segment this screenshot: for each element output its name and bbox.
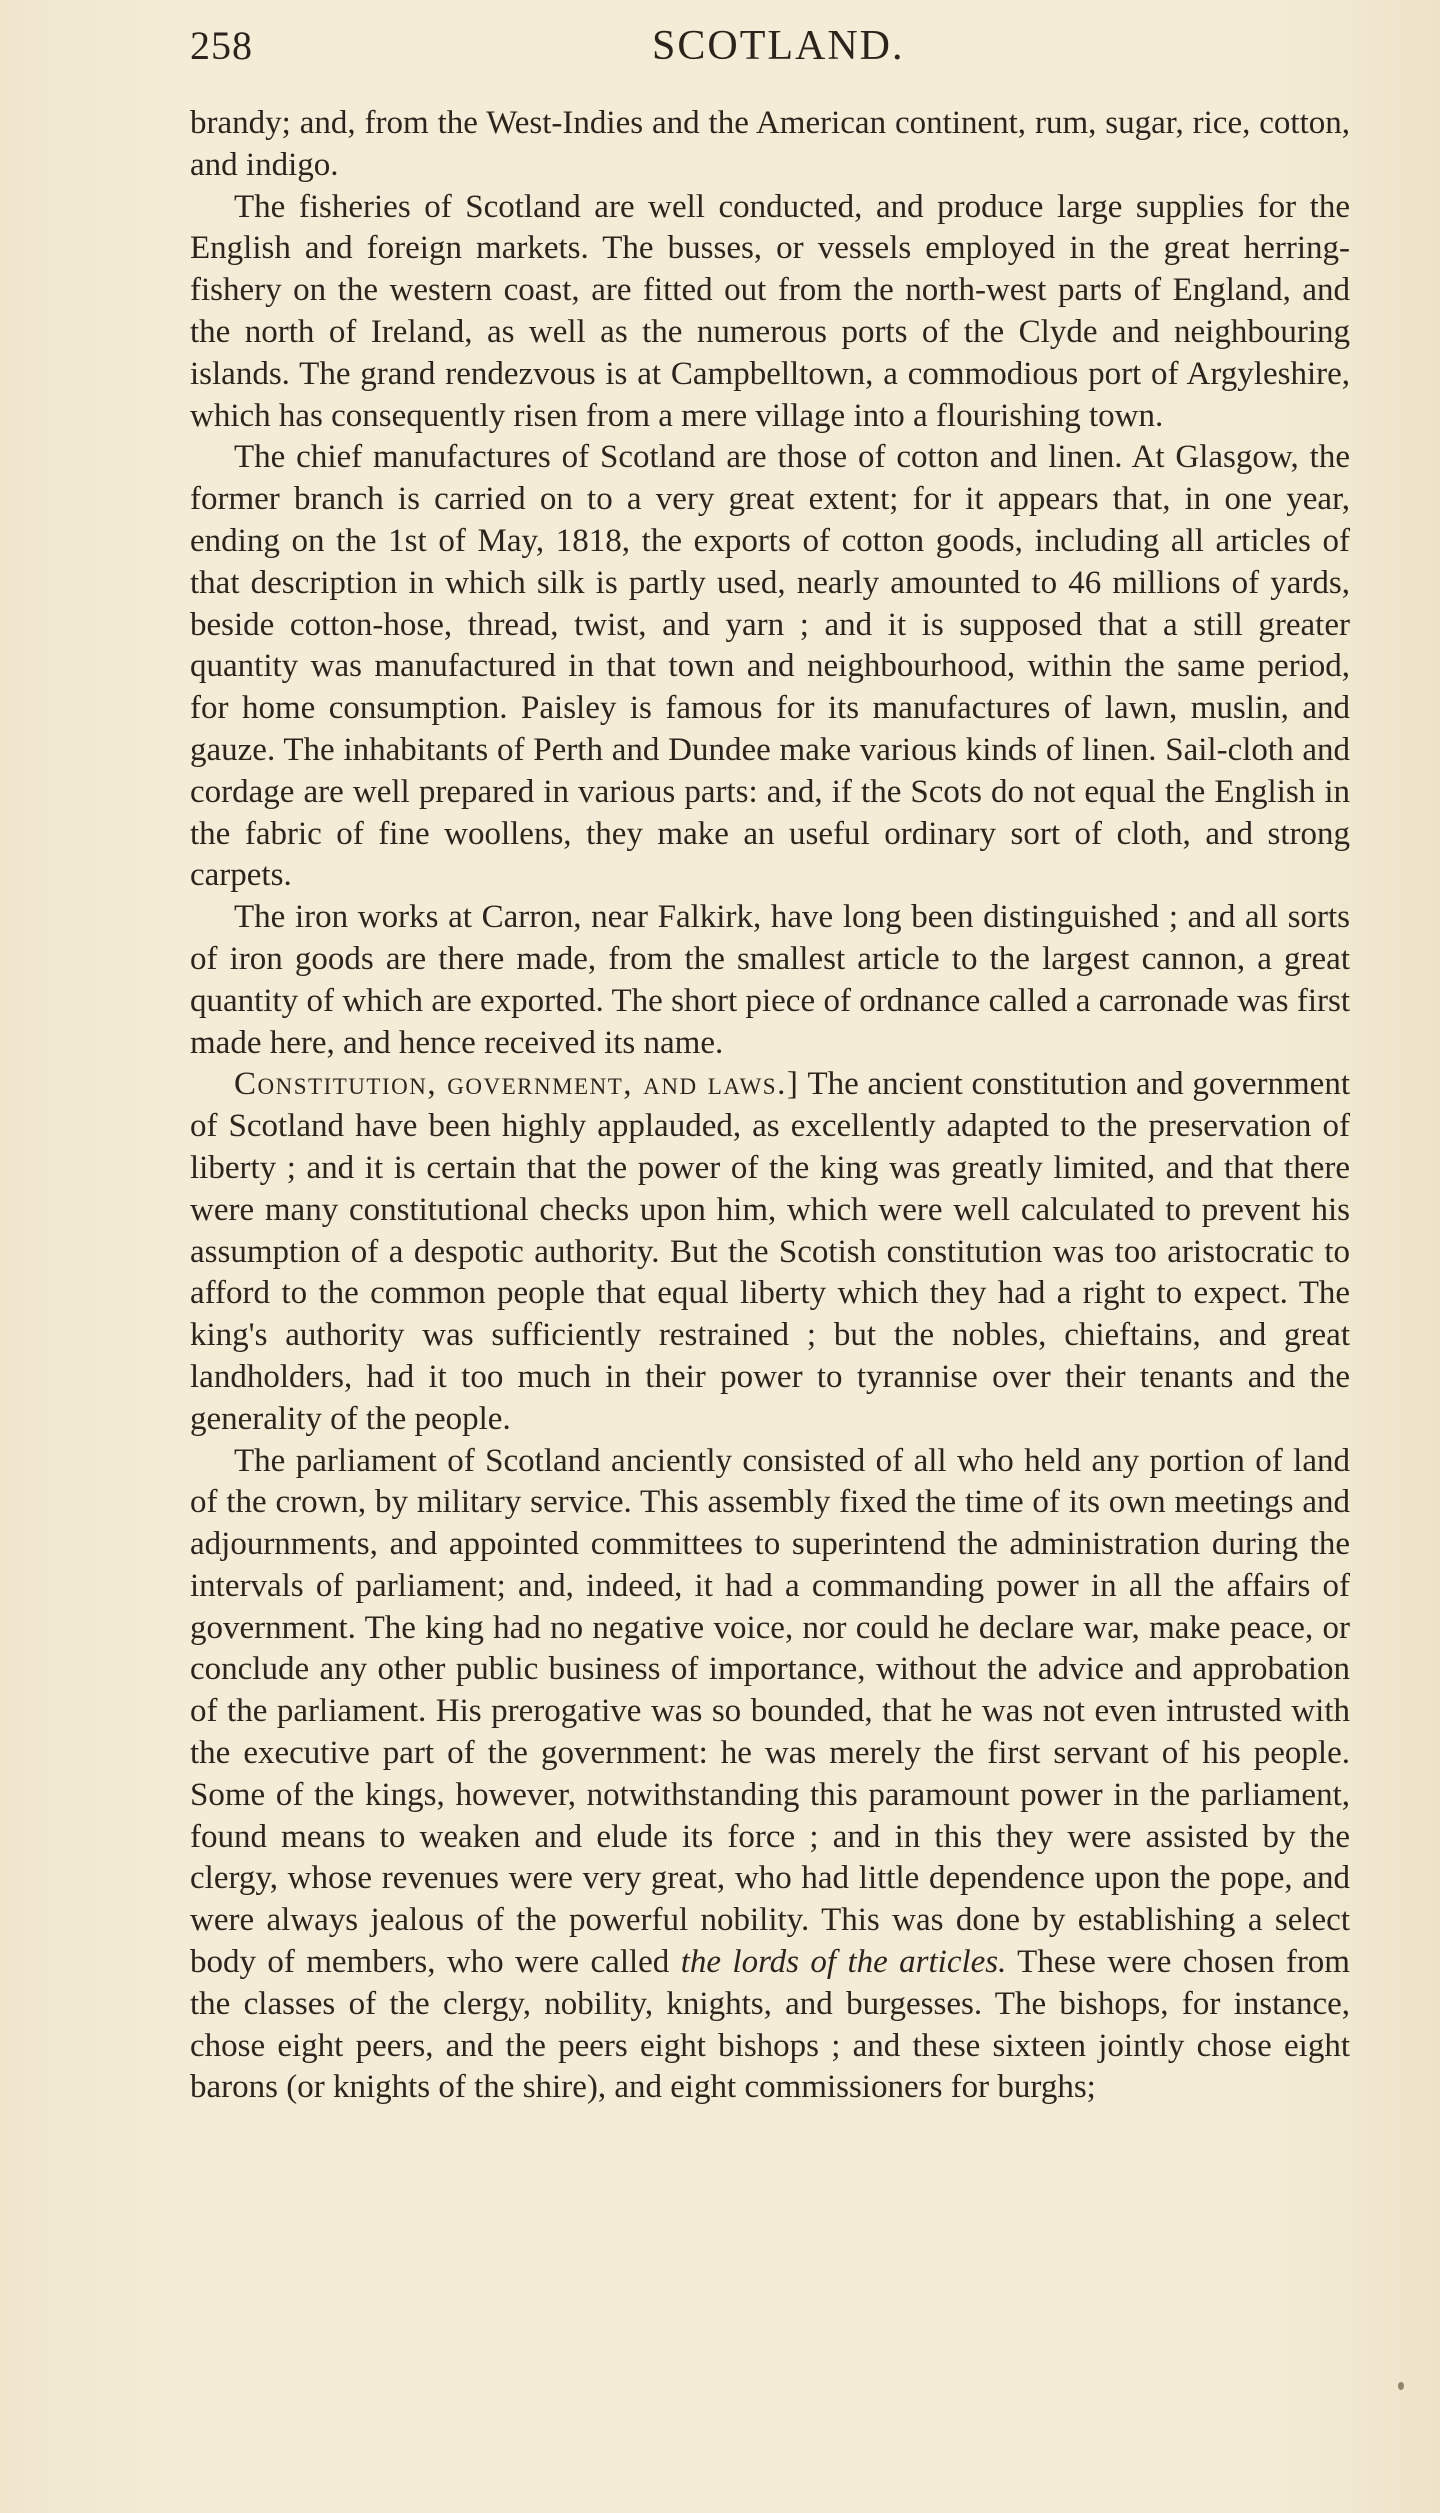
paragraph-iron-works: The iron works at Carron, near Falkirk, have long been distinguished ; and all sorts of iron goods are there made, from the smallest article to the largest cannon, a great quantity of which are exported. The short piece of ordnance called a carronade was first made here, and hence received its name. — [190, 899, 1350, 1061]
stray-ink-mark — [1398, 2382, 1404, 2390]
section-heading: Constitution, government, and laws.] — [234, 1066, 800, 1103]
paragraph-fisheries: The fisheries of Scotland are well conducted, and produce large supplies for the English and foreign markets. The busses, or vessels employed in the great herring-fishery on the western coast, are fitted out from the north-west parts of England, and the north of Ireland, as well as the numerous ports of the Clyde and neighbouring islands. The grand rendezvous is at Campbelltown, a commodious port of Argyleshire, which has consequently risen from a mere village into a flourishing town. — [190, 188, 1350, 434]
page-header — [190, 22, 1350, 78]
running-head: SCOTLAND. — [652, 23, 905, 69]
paragraph-imports: brandy; and, from the West-Indies and the American continent, rum, sugar, rice, cotton, and indigo. — [190, 105, 1350, 183]
body-text — [190, 103, 1350, 2109]
page-number: 258 — [190, 23, 253, 68]
lords-of-the-articles-emphasis: the lords of the articles. — [680, 1944, 1007, 1981]
paragraph-parliament-text-after: These were chosen from the classes of the clergy, nobility, knights, and burgesses. The bishops, for instance, chose eight peers, and the peers eight bishops ; and these sixteen jointly chose eight barons (or knights of the shire), and eight commissioners for burghs; — [190, 1944, 1350, 2106]
paragraph-manufactures: The chief manufactures of Scotland are those of cotton and linen. At Glasgow, the former branch is carried on to a very great extent; for it appears that, in one year, ending on the 1st of May, 1818, the exports of cotton goods, including all articles of that description in which silk is partly used, nearly amounted to 46 millions of yards, beside cotton-hose, thread, twist, and yarn ; and it is supposed that a still greater quantity was manufactured in that town and neighbourhood, within the same period, for home consumption. Paisley is famous for its manufactures of lawn, muslin, and gauze. The inhabitants of Perth and Dundee make various kinds of linen. Sail-cloth and cordage are well prepared in various parts: and, if the Scots do not equal the English in the fabric of fine woollens, they make an useful ordinary sort of cloth, and strong carpets. — [190, 439, 1350, 894]
paragraph-constitution — [190, 1064, 1350, 1440]
paragraph-constitution-text: The ancient constitution and government of Scotland have been highly applauded, as excellently adapted to the preservation of liberty ; and it is certain that the power of the king was greatly limited, and that there were many constitutional checks upon him, which were well calculated to prevent his assumption of a despotic authority. But the Scotish constitution was too aristocratic to afford to the common people that equal liberty which they had a right to expect. The king's authority was sufficiently restrained ; but the nobles, chieftains, and great landholders, had it too much in their power to tyrannise over their tenants and the generality of the people. — [190, 1066, 1351, 1437]
paragraph-parliament-text-before: The parliament of Scotland anciently consisted of all who held any portion of land of the crown, by military service. This assembly fixed the time of its own meetings and adjournments, and appointed committees to superintend the administration during the intervals of parliament; and, indeed, it had a commanding power in all the affairs of government. The king had no negative voice, nor could he declare war, make peace, or conclude any other public business of importance, without the advice and approbation of the parliament. His prerogative was so bounded, that he was not even intrusted with the executive part of the government: he was merely the first servant of his people. Some of the kings, however, notwithstanding this paramount power in the parliament, found means to weaken and elude its force ; and in this they were assisted by the clergy, whose revenues were very great, who had little dependence upon the pope, and were always jealous of the powerful nobility. This was done by establishing a select body of members, who were called — [190, 1442, 1350, 1981]
paragraph-parliament — [190, 1441, 1350, 2110]
